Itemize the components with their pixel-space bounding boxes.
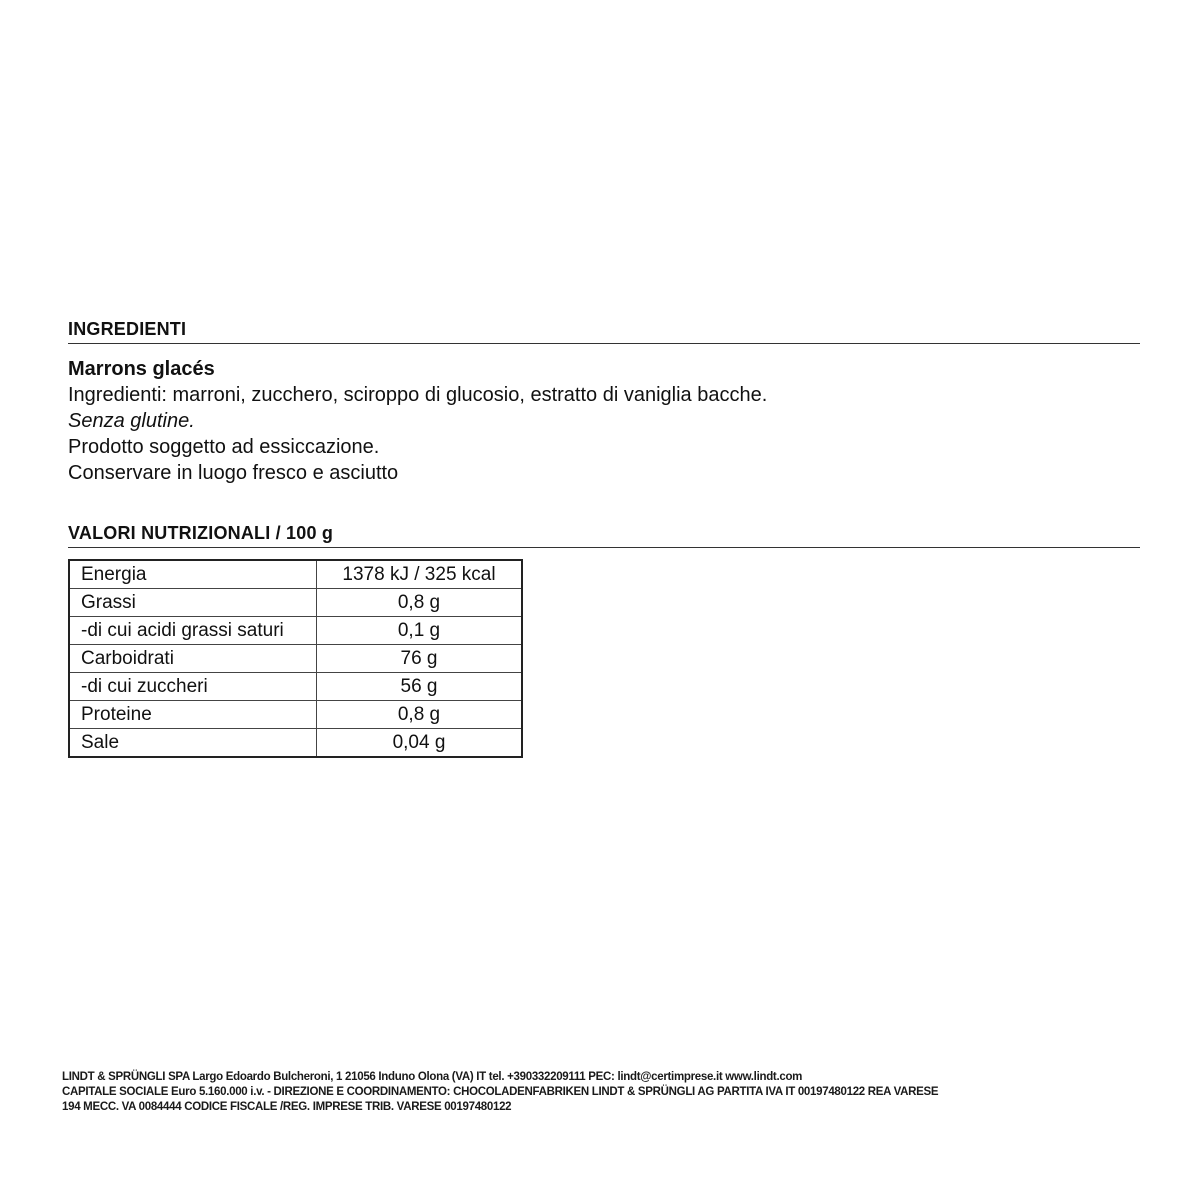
nutrient-value: 1378 kJ / 325 kcal bbox=[317, 560, 523, 589]
nutrient-value: 56 g bbox=[317, 673, 523, 701]
table-row bbox=[69, 645, 522, 673]
table-row bbox=[69, 729, 522, 758]
nutrient-value: 0,8 g bbox=[317, 589, 523, 617]
table-row bbox=[69, 617, 522, 645]
ingredients-list: Ingredienti: marroni, zucchero, sciroppo di glucosio, estratto di vaniglia bacche. bbox=[68, 384, 768, 406]
nutrient-value: 0,04 g bbox=[317, 729, 523, 758]
table-row bbox=[69, 701, 522, 729]
storage-note: Conservare in luogo fresco e asciutto bbox=[68, 462, 399, 484]
nutrient-label: Energia bbox=[69, 560, 317, 589]
footer-line-capital: CAPITALE SOCIALE Euro 5.160.000 i.v. - DIREZIONE E COORDINAMENTO: CHOCOLADENFABRIKEN LINDT & SPRÜNGLI AG PARTITA IVA IT 00197480122 REA VARESE bbox=[62, 1086, 939, 1098]
ingredients-heading: INGREDIENTI bbox=[68, 318, 1140, 344]
footer-line-registry: 194 MECC. VA 0084444 CODICE FISCALE /REG. IMPRESE TRIB. VARESE 00197480122 bbox=[62, 1101, 512, 1113]
table-row bbox=[69, 589, 522, 617]
nutrient-label: -di cui acidi grassi saturi bbox=[69, 617, 317, 645]
table-row bbox=[69, 673, 522, 701]
nutrient-value: 0,8 g bbox=[317, 701, 523, 729]
gluten-free-note: Senza glutine. bbox=[68, 410, 195, 432]
nutrient-label: -di cui zuccheri bbox=[69, 673, 317, 701]
product-name: Marrons glacés bbox=[68, 358, 215, 380]
nutrient-label: Grassi bbox=[69, 589, 317, 617]
nutrition-table bbox=[68, 559, 523, 758]
nutrition-heading: VALORI NUTRIZIONALI / 100 g bbox=[68, 522, 1140, 548]
footer-line-address: LINDT & SPRÜNGLI SPA Largo Edoardo Bulcheroni, 1 21056 Induno Olona (VA) IT tel. +390332209111 PEC: lindt@certimprese.it www.lindt.com bbox=[62, 1071, 803, 1083]
nutrient-label: Carboidrati bbox=[69, 645, 317, 673]
drying-note: Prodotto soggetto ad essiccazione. bbox=[68, 436, 380, 458]
nutrient-value: 0,1 g bbox=[317, 617, 523, 645]
ingredients-block bbox=[68, 356, 1128, 486]
nutrient-label: Proteine bbox=[69, 701, 317, 729]
nutrient-label: Sale bbox=[69, 729, 317, 758]
company-footer bbox=[62, 1070, 1162, 1115]
table-row bbox=[69, 560, 522, 589]
nutrient-value: 76 g bbox=[317, 645, 523, 673]
